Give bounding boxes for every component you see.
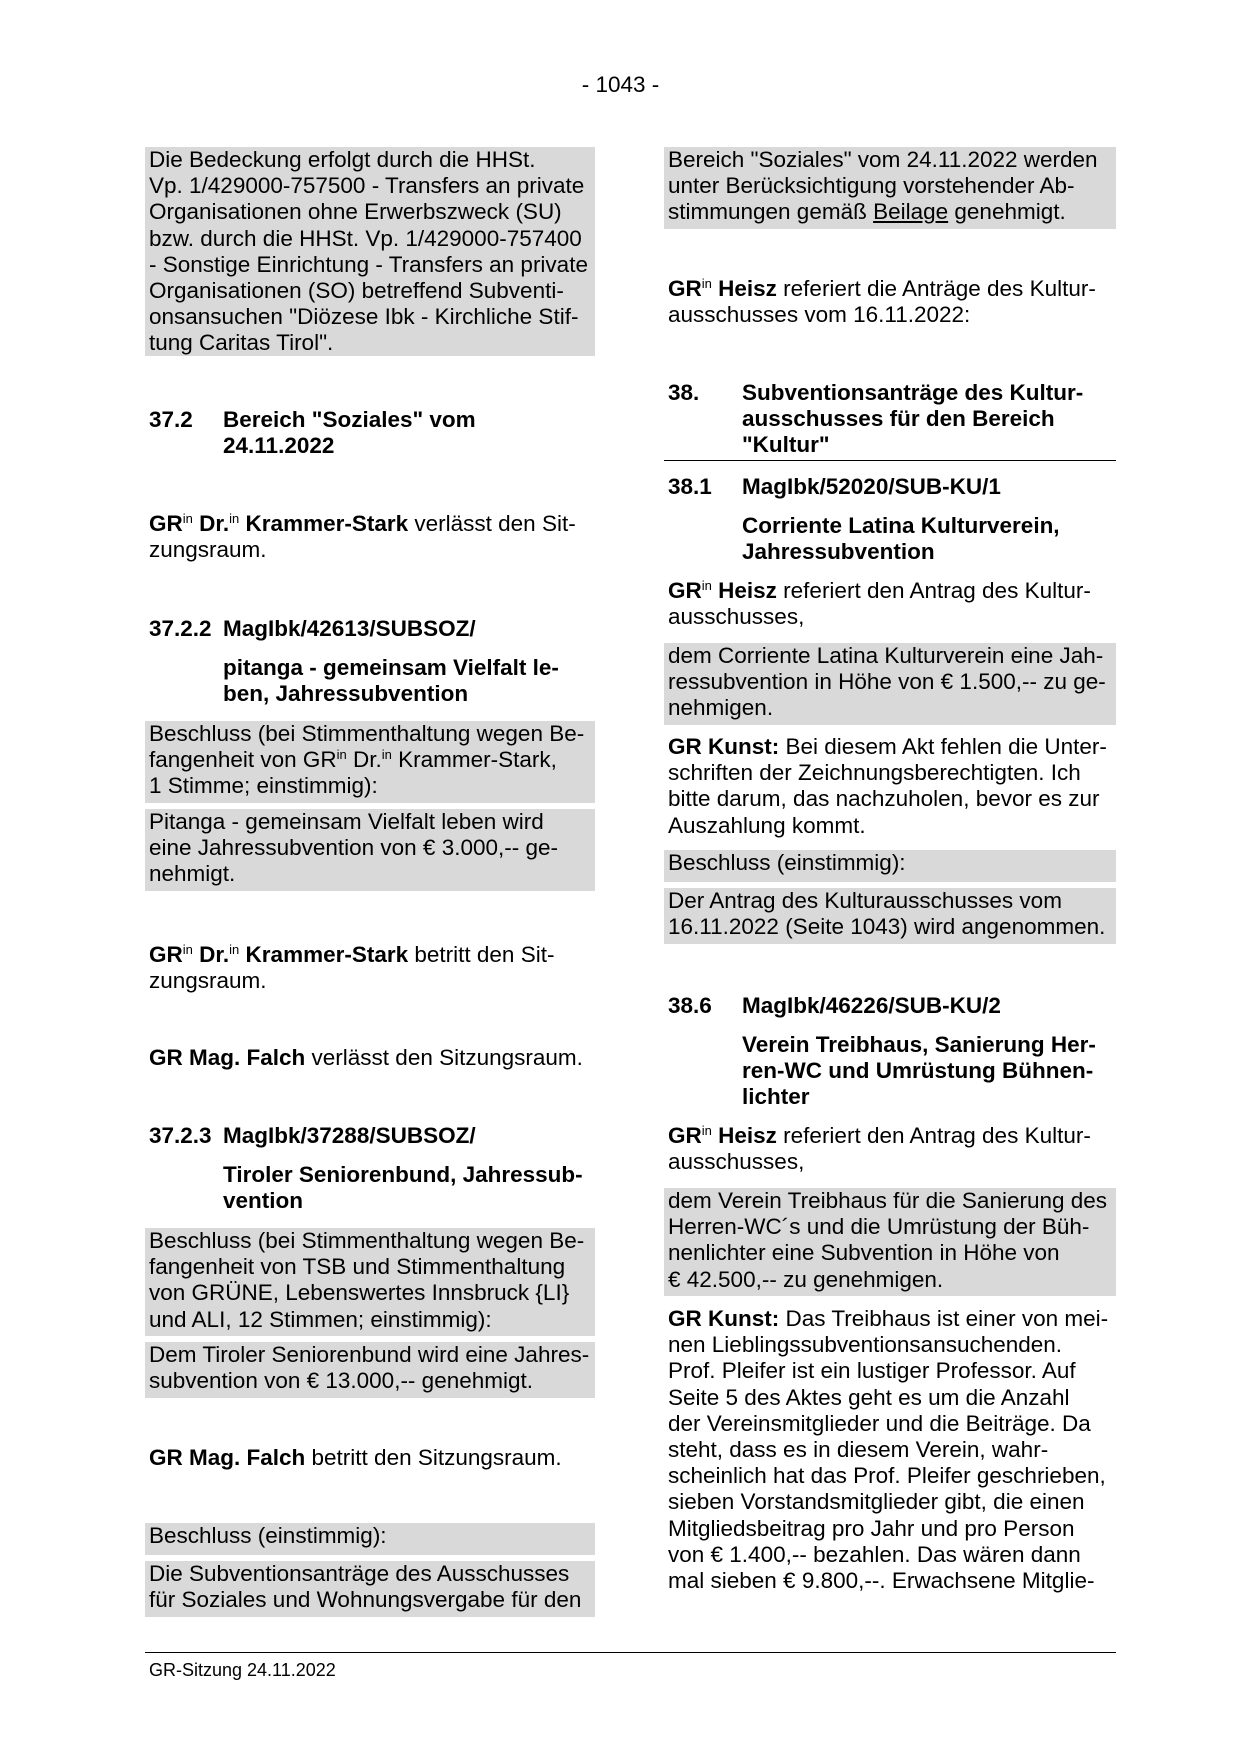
section-title-37-2: Bereich "Soziales" vom 24.11.2022 [223,407,476,459]
section-number-38-1: 38.1 [668,474,712,499]
heisz-refers-paragraph: $GR^{in}$ Heisz referiert die Anträge des Kultur- ausschusses vom 16.11.2022: [668,276,1096,328]
section-title-38-6: Verein Treibhaus, Sanierung Her- ren-WC und Umrüstung Bühnen- lichter [742,1032,1096,1110]
resolution-box: Beschluss (einstimmig): [145,1523,595,1555]
member-leaves-paragraph: $GR^{in}$ Dr.$^{in}$ Krammer-Stark verlässt den Sit- zungsraum. [149,511,576,563]
section-number-37-2: 37.2 [149,407,193,432]
footer-text: GR-Sitzung 24.11.2022 [149,1660,336,1680]
page-number: - 1043 - [581,72,660,97]
heisz-refers-paragraph: $GR^{in}$ Heisz referiert den Antrag des Kultur- ausschusses, [668,1123,1091,1175]
resolution-box: Beschluss (bei Stimmenthaltung wegen Be- fangenheit von TSB und Stimmenthaltung von GRÜNE, Lebenswertes Innsbruck {LI} und ALI, 12 Stimmen; einstimmig): [145,1228,595,1336]
section-title-37-2-3: Tiroler Seniorenbund, Jahressub- vention [223,1162,583,1214]
resolution-box: Beschluss (einstimmig): [664,850,1116,882]
footer-rule [145,1652,1116,1653]
heisz-refers-paragraph: $GR^{in}$ Heisz referiert den Antrag des Kultur- ausschusses, [668,578,1091,630]
text-line: tung Caritas Tirol". [149,330,334,356]
kunst-statement-paragraph: GR Kunst: Das Treibhaus ist einer von mei- nen Lieblingssubventionsansuchenden. Prof. Pleifer ist ein lustiger Professor. Auf Seite 5 des Aktes geht es um die Anzahl der Vereinsmitglieder und die Beiträge. Da steht, dass es in diesem Verein, wahr- scheinlich hat das Prof. Pleifer geschrieben, sieben Vorstandsmitglieder gibt, die einen Mitgliedsbeitrag pro Jahr und pro Person von € 1.400,-- bezahlen. Das wären dann mal sieben € 9.800,--. Erwachsene Mitglie- [668,1306,1109,1594]
text-line: Vp. 1/429000-757500 - Transfers an private [149,173,585,199]
member-enters-paragraph: $GR^{in}$ Dr.$^{in}$ Krammer-Stark betritt den Sit- zungsraum. [149,942,555,994]
text-line: Organisationen (SO) betreffend Subventi- [149,278,564,304]
section-title-38: Subventionsanträge des Kultur- ausschusses für den Bereich "Kultur" [742,380,1084,458]
motion-box: dem Corriente Latina Kulturverein eine Jah- ressubvention in Höhe von € 1.500,-- zu ge- nehmigen. [664,643,1116,725]
text-line: Die Bedeckung erfolgt durch die HHSt. [149,147,536,172]
text-line: - Sonstige Einrichtung - Transfers an private [149,251,588,277]
funding-source-box [145,147,595,356]
section-title-38-1: Corriente Latina Kulturverein, Jahressubvention [742,513,1060,565]
resolution-continued-box: Bereich "Soziales" vom 24.11.2022 werden unter Berücksichtigung vorstehender Ab- stimmungen gemäß Beilage genehmigt. [664,147,1116,229]
resolution-box: Beschluss (bei Stimmenthaltung wegen Be- fangenheit von $GR^{in}$ Dr.$^{in}$ Krammer-Stark, 1 Stimme; einstimmig): [145,721,595,803]
text-line: bzw. durch die HHSt. Vp. 1/429000-757400 [149,225,582,251]
falch-enters-paragraph: GR Mag. Falch betritt den Sitzungsraum. [149,1445,562,1470]
section-code-37-2-2: MagIbk/42613/SUBSOZ/ [223,616,476,641]
section-divider [664,460,1116,461]
section-code-37-2-3: MagIbk/37288/SUBSOZ/ [223,1123,476,1148]
text-line: Organisationen ohne Erwerbszweck (SU) [149,199,562,225]
section-number-37-2-3: 37.2.3 [149,1123,212,1148]
motion-box: dem Verein Treibhaus für die Sanierung des Herren-WC´s und die Umrüstung der Büh- nenlichter eine Subvention in Höhe von € 42.500,-- zu genehmigen. [664,1188,1116,1296]
section-number-38: 38. [668,380,700,405]
falch-leaves-paragraph: GR Mag. Falch verlässt den Sitzungsraum. [149,1045,583,1070]
beilage-link[interactable]: Beilage [873,199,949,225]
resolution-text-box: Pitanga - gemeinsam Vielfalt leben wird eine Jahressubvention von € 3.000,-- ge- nehmigt. [145,809,595,891]
section-title-37-2-2: pitanga - gemeinsam Vielfalt le- ben, Jahressubvention [223,655,559,707]
section-number-37-2-2: 37.2.2 [149,616,212,641]
kunst-statement-paragraph: GR Kunst: Bei diesem Akt fehlen die Unter- schriften der Zeichnungsberechtigten. Ich bitte darum, das nachzuholen, bevor es zur Auszahlung kommt. [668,734,1107,838]
section-code-38-1: MagIbk/52020/SUB-KU/1 [742,474,1001,499]
resolution-text-box: Der Antrag des Kulturausschusses vom 16.11.2022 (Seite 1043) wird angenommen. [664,888,1116,944]
resolution-text-box: Die Subventionsanträge des Ausschusses für Soziales und Wohnungsvergabe für den [145,1561,595,1617]
text-line: onsansuchen "Diözese Ibk - Kirchliche Stif- [149,304,579,330]
section-code-38-6: MagIbk/46226/SUB-KU/2 [742,993,1001,1018]
resolution-text-box: Dem Tiroler Seniorenbund wird eine Jahres- subvention von € 13.000,-- genehmigt. [145,1342,595,1398]
section-number-38-6: 38.6 [668,993,712,1018]
